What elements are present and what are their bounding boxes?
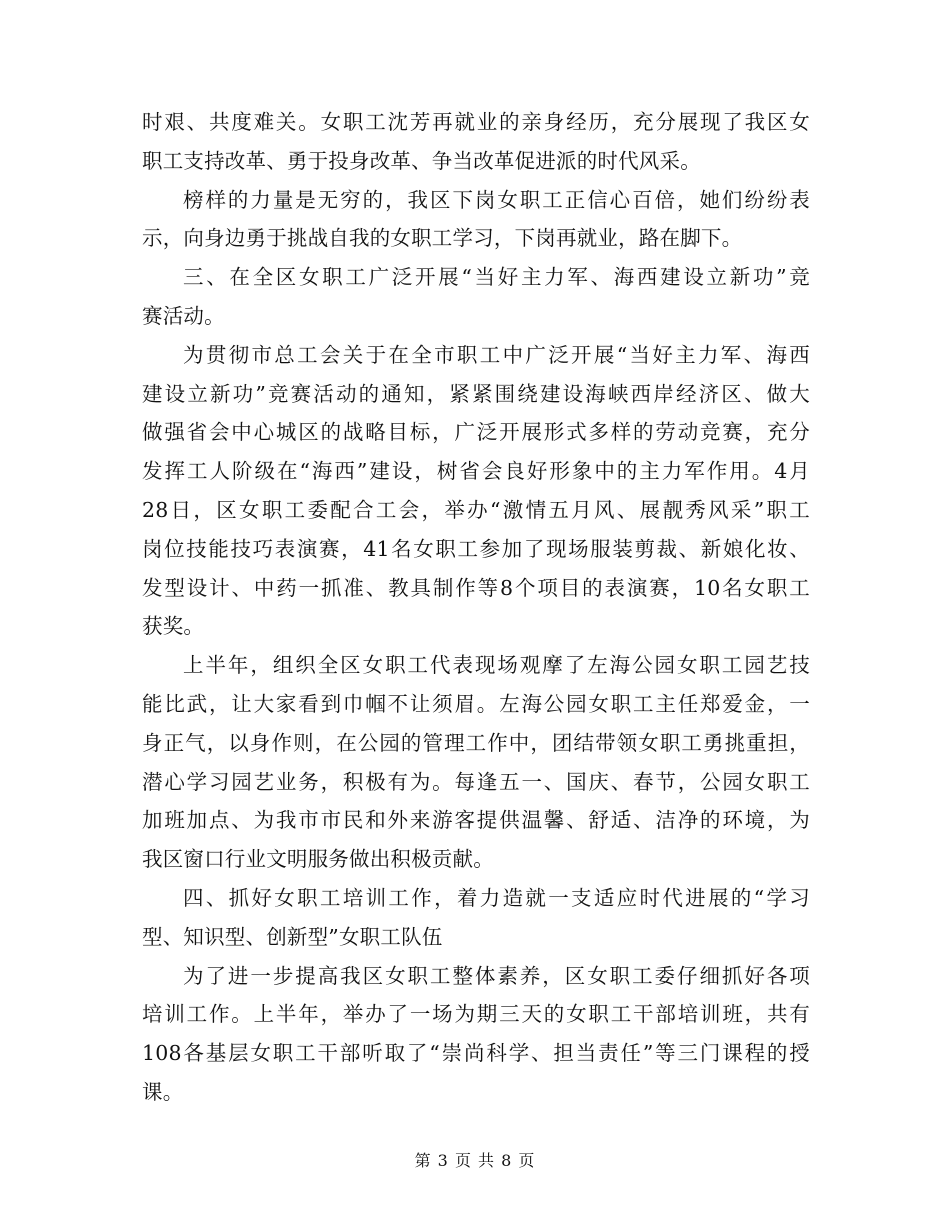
document-body [142,103,810,1112]
text-line: 做强省会中心城区的战略目标，广泛开展形式多样的劳动竞赛，充分 [142,420,810,445]
text-line: 潜心学习园艺业务，积极有为。每逢五一、国庆、春节，公园女职工 [142,769,810,794]
text-line: 岗位技能技巧表演赛，41名女职工参加了现场服装剪裁、新娘化妆、 [142,536,810,561]
text-line: 榜样的力量是无穷的，我区下岗女职工正信心百倍，她们纷纷表 [183,187,810,212]
text-line: 为贯彻市总工会关于在全市职工中广泛开展“当好主力军、海西 [183,342,810,367]
text-line: 发型设计、中药一抓准、教具制作等8个项目的表演赛，10名女职工 [142,575,810,600]
text-line: 能比武，让大家看到巾帼不让须眉。左海公园女职工主任郑爱金，一 [142,691,810,716]
text-line: 示，向身边勇于挑战自我的女职工学习，下岗再就业，路在脚下。 [142,226,743,251]
paragraph [142,103,810,181]
text-line: 我区窗口行业文明服务做出积极贡献。 [142,847,494,872]
paragraph [142,181,810,259]
text-line: 赛活动。 [142,303,225,328]
paragraph [142,336,810,646]
text-line: 三、在全区女职工广泛开展“当好主力军、海西建设立新功”竞 [183,265,810,290]
text-line: 课。 [142,1079,184,1104]
text-line: 时艰、共度难关。女职工沈芳再就业的亲身经历，充分展现了我区女 [142,110,810,134]
text-line: 发挥工人阶级在“海西”建设，树省会良好形象中的主力军作用。4月 [142,459,810,484]
paragraph [142,258,810,336]
text-line: 为了进一步提高我区女职工整体素养，区女职工委仔细抓好各项 [183,963,810,988]
paragraph [142,879,810,957]
text-line: 型、知识型、创新型”女职工队伍 [142,924,443,949]
paragraph [142,957,810,1112]
text-line: 108各基层女职工干部听取了“崇尚科学、担当责任”等三门课程的授 [142,1041,810,1066]
text-line: 28日，区女职工委配合工会，举办“激情五月风、展靓秀风采”职工 [142,497,810,522]
paragraph [142,646,810,879]
text-line: 身正气，以身作则，在公园的管理工作中，团结带领女职工勇挑重担， [142,730,810,755]
text-line: 四、抓好女职工培训工作，着力造就一支适应时代进展的“学习 [183,885,810,910]
text-line: 培训工作。上半年，举办了一场为期三天的女职工干部培训班，共有 [142,1002,810,1027]
text-line: 上半年，组织全区女职工代表现场观摩了左海公园女职工园艺技 [183,653,810,678]
page-footer: 第 3 页 共 8 页 [414,1151,536,1170]
text-line: 加班加点、为我市市民和外来游客提供温馨、舒适、洁净的环境，为 [142,808,810,833]
text-line: 获奖。 [142,614,205,639]
text-line: 建设立新功”竞赛活动的通知，紧紧围绕建设海峡西岸经济区、做大 [142,381,810,406]
text-line: 职工支持改革、勇于投身改革、争当改革促进派的时代风采。 [142,148,701,173]
